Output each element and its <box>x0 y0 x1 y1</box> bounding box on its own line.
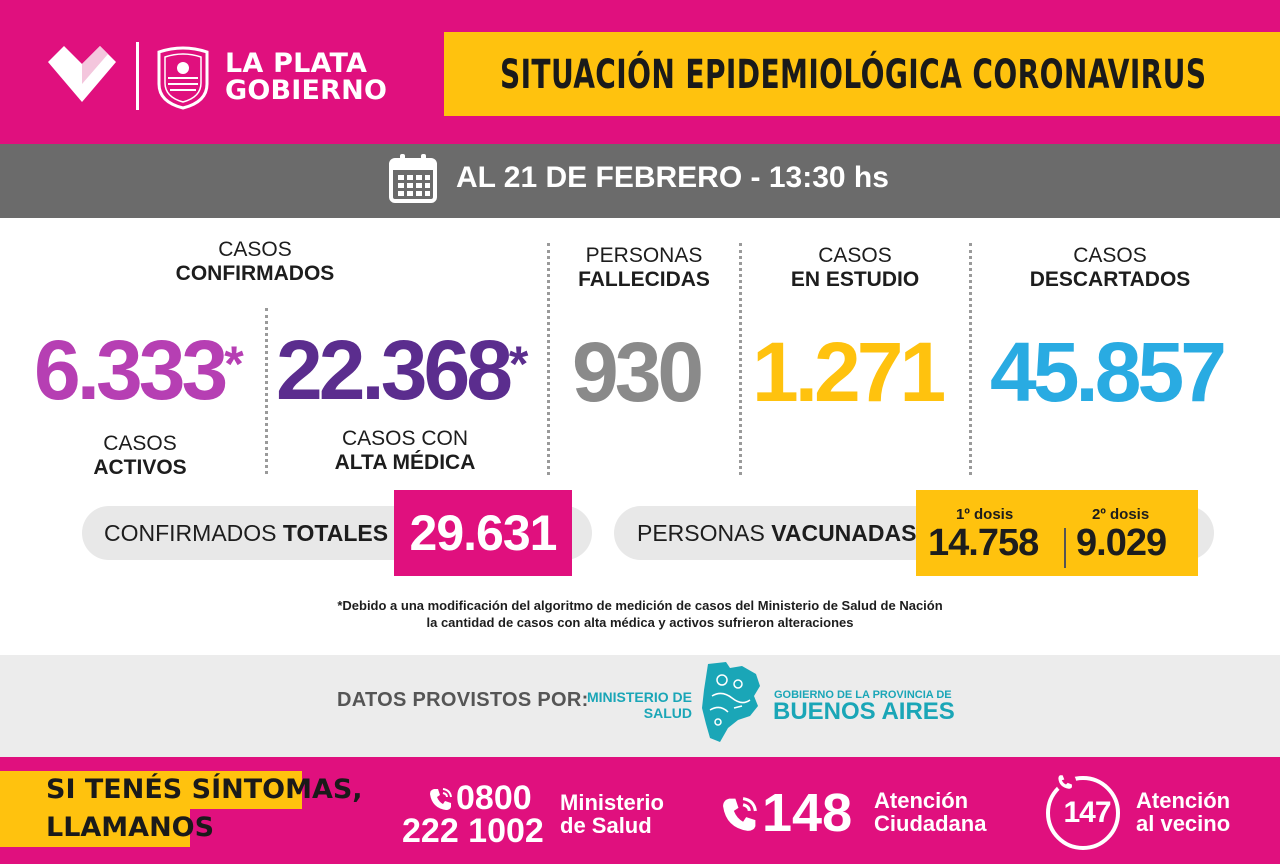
symptoms-line-1: SI TENÉS SÍNTOMAS, <box>0 771 302 809</box>
city-seal-icon <box>154 44 212 110</box>
totals-value: 29.631 <box>394 490 572 576</box>
study-cases-value: 1.271 <box>752 325 943 419</box>
phone1-line-2[interactable]: 222 1002 <box>402 812 544 850</box>
confirmed-header <box>150 238 360 286</box>
logo-line-2: GOBIERNO <box>225 75 388 106</box>
phone-icon <box>1055 771 1077 793</box>
dose2-label: 2º dosis <box>1092 506 1150 523</box>
province-gov-line: GOBIERNO DE LA PROVINCIA DE <box>774 689 952 701</box>
ministry-logo-text <box>586 689 692 721</box>
phone-icon <box>428 786 454 812</box>
ministry-line-2: SALUD <box>643 705 692 721</box>
totals-label-plain: CONFIRMADOS <box>104 520 277 546</box>
discharged-cases-value <box>276 323 529 417</box>
active-cases-number: 6.333 <box>34 323 225 417</box>
discarded-cases-value: 45.857 <box>990 325 1223 419</box>
dose1-value: 14.758 <box>928 522 1039 564</box>
phone3-label-line-2: al vecino <box>1136 811 1231 836</box>
footnote <box>0 597 1280 631</box>
phone2-number[interactable]: 148 <box>762 783 853 843</box>
page-title: SITUACIÓN EPIDEMIOLÓGICA CORONAVIRUS <box>500 52 1207 98</box>
providers-label: DATOS PROVISTOS POR: <box>337 689 589 711</box>
phone-icon <box>720 794 760 834</box>
vaccinated-label-bold: VACUNADAS <box>771 520 917 546</box>
phone1-line-1[interactable]: 0800 <box>456 779 532 817</box>
study-cases-label <box>770 244 940 292</box>
divider-dotted <box>739 243 742 475</box>
deceased-label-line-1: PERSONAS <box>585 244 703 267</box>
province-name: BUENOS AIRES <box>773 698 955 725</box>
phone1-label-line-2: de Salud <box>560 813 652 838</box>
buenos-aires-map-icon <box>698 660 764 744</box>
active-label-line-1: CASOS <box>103 432 177 455</box>
discarded-label-line-1: CASOS <box>1073 244 1147 267</box>
divider-dotted <box>969 243 972 475</box>
study-label-line-1: CASOS <box>818 244 892 267</box>
heart-logo-icon <box>44 44 120 104</box>
logo-wordmark <box>225 50 387 104</box>
dose-separator <box>1064 528 1066 568</box>
confirmed-header-line-1: CASOS <box>218 238 292 261</box>
active-cases-label <box>70 432 210 480</box>
phone3-label-line-1: Atención <box>1136 788 1231 813</box>
deceased-label <box>564 244 724 292</box>
totals-label <box>104 520 388 547</box>
deceased-label-line-2: FALLECIDAS <box>578 268 710 291</box>
active-label-line-2: ACTIVOS <box>93 456 187 479</box>
phone3-number[interactable]: 147 <box>1063 796 1111 829</box>
phone2-label <box>874 789 986 835</box>
phone1-label <box>560 791 664 837</box>
phone2-label-line-1: Atención <box>874 788 969 813</box>
active-cases-value <box>34 323 244 417</box>
logo-divider <box>136 42 139 110</box>
discharged-label-line-2: ALTA MÉDICA <box>334 451 476 474</box>
symptoms-line-2: LLAMANOS <box>0 809 190 847</box>
totals-label-bold: TOTALES <box>282 520 389 546</box>
divider-dotted <box>547 243 550 475</box>
calendar-icon <box>388 152 438 204</box>
discharged-label-line-1: CASOS CON <box>341 427 469 450</box>
logo-line-1: LA PLATA <box>225 48 368 79</box>
phone2-label-line-2: Ciudadana <box>874 811 987 836</box>
discarded-cases-label <box>1020 244 1200 292</box>
vaccinated-label <box>637 520 916 547</box>
phone3-label <box>1136 789 1230 835</box>
discharged-cases-number: 22.368 <box>276 323 509 417</box>
ministry-line-1: MINISTERIO DE <box>586 689 692 705</box>
footnote-line-1: *Debido a una modificación del algoritmo de medición de casos del Ministerio de Salud de Nación <box>337 598 943 613</box>
phone1-label-line-1: Ministerio <box>560 790 664 815</box>
footnote-line-2: la cantidad de casos con alta médica y activos sufrieron alteraciones <box>426 615 854 630</box>
confirmed-header-line-2: CONFIRMADOS <box>175 262 335 285</box>
divider-dotted <box>265 308 268 474</box>
study-label-line-2: EN ESTUDIO <box>790 268 920 291</box>
active-cases-asterisk: * <box>224 336 244 392</box>
dose2-value: 9.029 <box>1076 522 1167 564</box>
dose1-label: 1º dosis <box>956 506 1014 523</box>
discharged-cases-label <box>320 427 490 475</box>
vaccinated-box <box>916 490 1198 576</box>
vaccinated-label-plain: PERSONAS <box>637 520 765 546</box>
discharged-cases-asterisk: * <box>508 336 529 392</box>
deceased-value: 930 <box>572 325 701 419</box>
report-date: AL 21 DE FEBRERO - 13:30 hs <box>456 161 889 194</box>
discarded-label-line-2: DESCARTADOS <box>1029 268 1191 291</box>
